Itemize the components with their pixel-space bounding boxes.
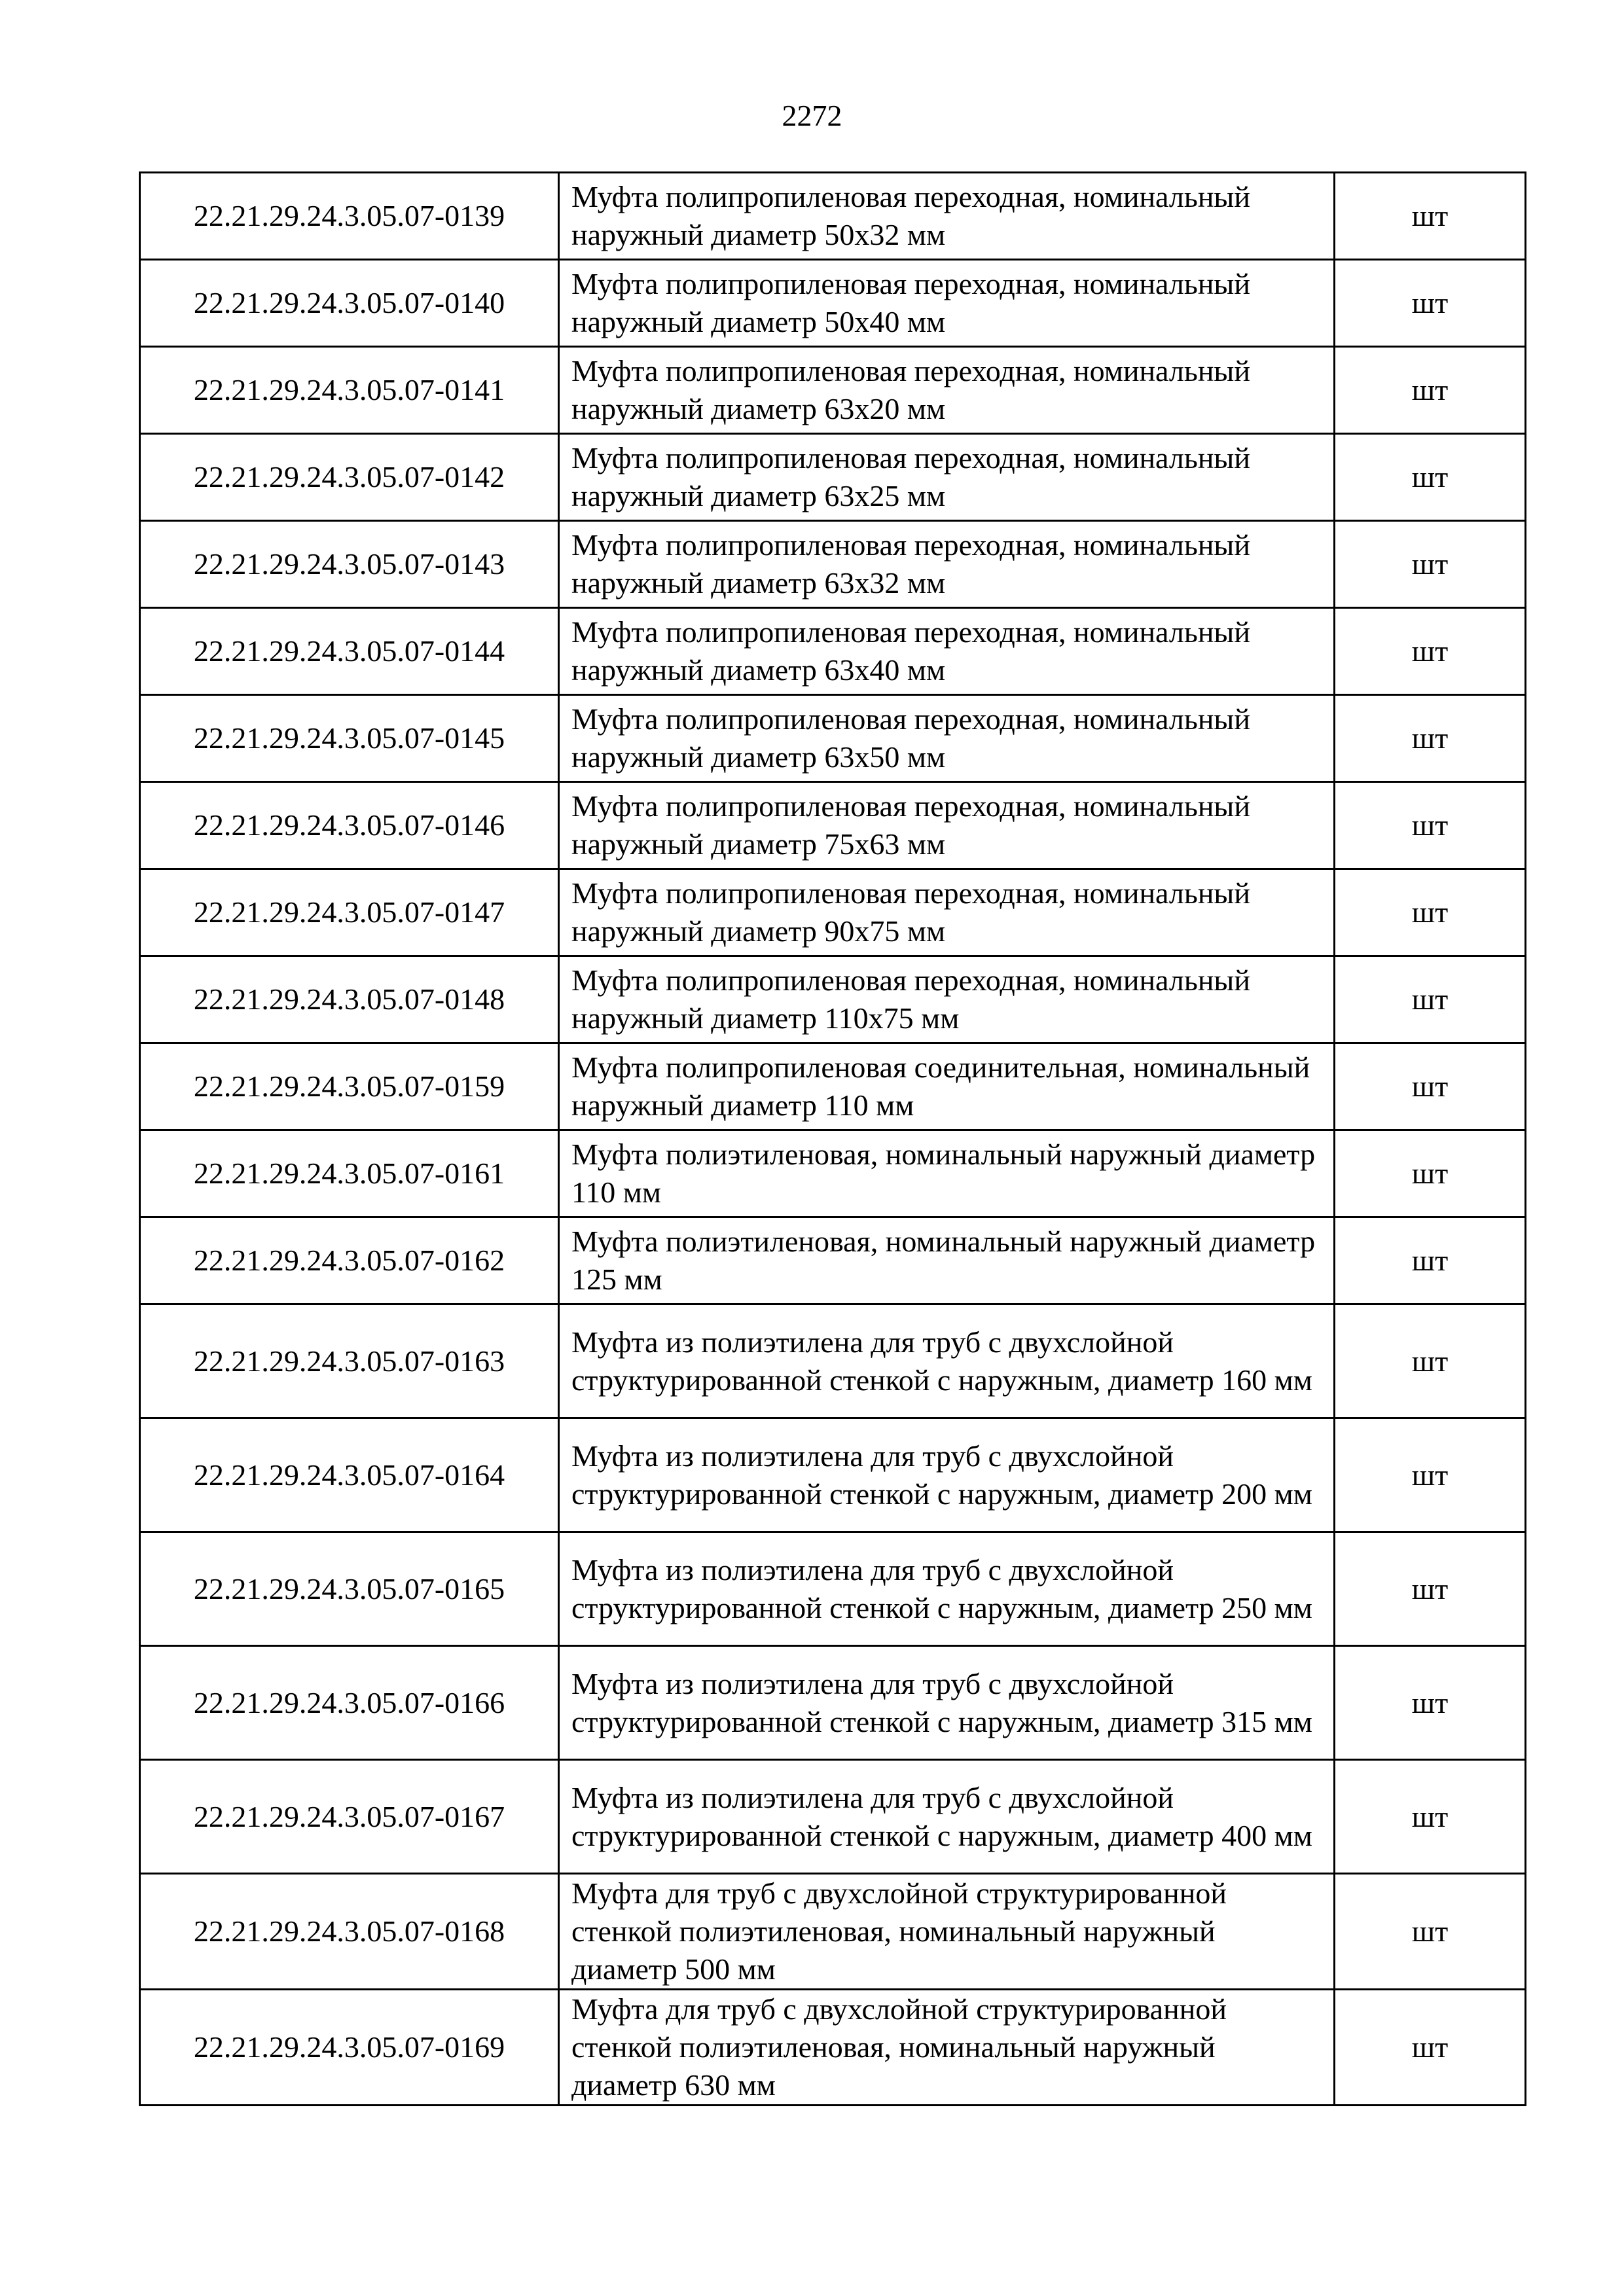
unit-cell: шт	[1335, 1043, 1526, 1130]
table-row	[140, 521, 1526, 608]
resource-description-cell: Муфта для труб с двухслойной структурированной стенкой полиэтиленовая, номинальный наружный диаметр 500 мм	[559, 1874, 1335, 1990]
table-row	[140, 1130, 1526, 1217]
resource-description-cell: Муфта полипропиленовая переходная, номинальный наружный диаметр 50х40 мм	[559, 260, 1335, 347]
resource-code-cell: 22.21.29.24.3.05.07-0141	[140, 347, 559, 434]
table-row	[140, 1304, 1526, 1418]
unit-cell: шт	[1335, 1646, 1526, 1760]
resource-code-cell: 22.21.29.24.3.05.07-0163	[140, 1304, 559, 1418]
unit-cell: шт	[1335, 434, 1526, 521]
unit-cell: шт	[1335, 173, 1526, 260]
resource-description-cell: Муфта полипропиленовая переходная, номинальный наружный диаметр 63х40 мм	[559, 608, 1335, 695]
resource-description-cell: Муфта полипропиленовая переходная, номинальный наружный диаметр 63х50 мм	[559, 695, 1335, 782]
resource-code-cell: 22.21.29.24.3.05.07-0143	[140, 521, 559, 608]
unit-cell: шт	[1335, 1990, 1526, 2106]
unit-cell: шт	[1335, 782, 1526, 869]
table-row	[140, 782, 1526, 869]
resource-code-cell: 22.21.29.24.3.05.07-0148	[140, 956, 559, 1043]
resource-code-cell: 22.21.29.24.3.05.07-0169	[140, 1990, 559, 2106]
page-number: 2272	[782, 99, 842, 132]
table-row	[140, 1217, 1526, 1304]
unit-cell: шт	[1335, 956, 1526, 1043]
unit-cell: шт	[1335, 869, 1526, 956]
resource-code-cell: 22.21.29.24.3.05.07-0159	[140, 1043, 559, 1130]
resource-code-cell: 22.21.29.24.3.05.07-0142	[140, 434, 559, 521]
table-row	[140, 434, 1526, 521]
table-row	[140, 260, 1526, 347]
resource-description-cell: Муфта для труб с двухслойной структурированной стенкой полиэтиленовая, номинальный наружный диаметр 630 мм	[559, 1990, 1335, 2106]
resource-code-cell: 22.21.29.24.3.05.07-0161	[140, 1130, 559, 1217]
table-row	[140, 1646, 1526, 1760]
resource-description-cell: Муфта из полиэтилена для труб с двухслойной структурированной стенкой с наружным, диаметр 160 мм	[559, 1304, 1335, 1418]
table-row	[140, 347, 1526, 434]
table-row	[140, 1990, 1526, 2106]
resource-description-cell: Муфта из полиэтилена для труб с двухслойной структурированной стенкой с наружным, диаметр 315 мм	[559, 1646, 1335, 1760]
table-row	[140, 173, 1526, 260]
resource-description-cell: Муфта полипропиленовая переходная, номинальный наружный диаметр 110х75 мм	[559, 956, 1335, 1043]
resource-code-cell: 22.21.29.24.3.05.07-0166	[140, 1646, 559, 1760]
resource-description-cell: Муфта полипропиленовая переходная, номинальный наружный диаметр 75х63 мм	[559, 782, 1335, 869]
resource-code-cell: 22.21.29.24.3.05.07-0146	[140, 782, 559, 869]
unit-cell: шт	[1335, 1217, 1526, 1304]
table-row	[140, 869, 1526, 956]
unit-cell: шт	[1335, 1874, 1526, 1990]
unit-cell: шт	[1335, 347, 1526, 434]
resource-code-cell: 22.21.29.24.3.05.07-0168	[140, 1874, 559, 1990]
table-row	[140, 1532, 1526, 1646]
unit-cell: шт	[1335, 1760, 1526, 1874]
table-row	[140, 1874, 1526, 1990]
unit-cell: шт	[1335, 608, 1526, 695]
resource-code-cell: 22.21.29.24.3.05.07-0140	[140, 260, 559, 347]
table-row	[140, 608, 1526, 695]
table-row	[140, 1760, 1526, 1874]
resource-code-cell: 22.21.29.24.3.05.07-0144	[140, 608, 559, 695]
unit-cell: шт	[1335, 1532, 1526, 1646]
unit-cell: шт	[1335, 260, 1526, 347]
unit-cell: шт	[1335, 1130, 1526, 1217]
resource-description-cell: Муфта полипропиленовая переходная, номинальный наружный диаметр 63х32 мм	[559, 521, 1335, 608]
resource-description-cell: Муфта из полиэтилена для труб с двухслойной структурированной стенкой с наружным, диаметр 250 мм	[559, 1532, 1335, 1646]
resource-description-cell: Муфта из полиэтилена для труб с двухслойной структурированной стенкой с наружным, диаметр 200 мм	[559, 1418, 1335, 1532]
resource-description-cell: Муфта полиэтиленовая, номинальный наружный диаметр 110 мм	[559, 1130, 1335, 1217]
resource-description-cell: Муфта полипропиленовая переходная, номинальный наружный диаметр 50х32 мм	[559, 173, 1335, 260]
catalog-table	[139, 171, 1526, 2106]
resource-code-cell: 22.21.29.24.3.05.07-0145	[140, 695, 559, 782]
table-row	[140, 1418, 1526, 1532]
unit-cell: шт	[1335, 521, 1526, 608]
unit-cell: шт	[1335, 1304, 1526, 1418]
resource-description-cell: Муфта полипропиленовая соединительная, номинальный наружный диаметр 110 мм	[559, 1043, 1335, 1130]
resource-code-cell: 22.21.29.24.3.05.07-0165	[140, 1532, 559, 1646]
catalog-table-body	[140, 173, 1526, 2106]
unit-cell: шт	[1335, 695, 1526, 782]
resource-code-cell: 22.21.29.24.3.05.07-0162	[140, 1217, 559, 1304]
resource-code-cell: 22.21.29.24.3.05.07-0147	[140, 869, 559, 956]
resource-description-cell: Муфта полипропиленовая переходная, номинальный наружный диаметр 90х75 мм	[559, 869, 1335, 956]
unit-cell: шт	[1335, 1418, 1526, 1532]
resource-description-cell: Муфта полипропиленовая переходная, номинальный наружный диаметр 63х25 мм	[559, 434, 1335, 521]
resource-description-cell: Муфта полипропиленовая переходная, номинальный наружный диаметр 63х20 мм	[559, 347, 1335, 434]
table-row	[140, 956, 1526, 1043]
table-row	[140, 695, 1526, 782]
resource-code-cell: 22.21.29.24.3.05.07-0167	[140, 1760, 559, 1874]
resource-description-cell: Муфта из полиэтилена для труб с двухслойной структурированной стенкой с наружным, диаметр 400 мм	[559, 1760, 1335, 1874]
resource-description-cell: Муфта полиэтиленовая, номинальный наружный диаметр 125 мм	[559, 1217, 1335, 1304]
resource-code-cell: 22.21.29.24.3.05.07-0164	[140, 1418, 559, 1532]
table-row	[140, 1043, 1526, 1130]
resource-code-cell: 22.21.29.24.3.05.07-0139	[140, 173, 559, 260]
